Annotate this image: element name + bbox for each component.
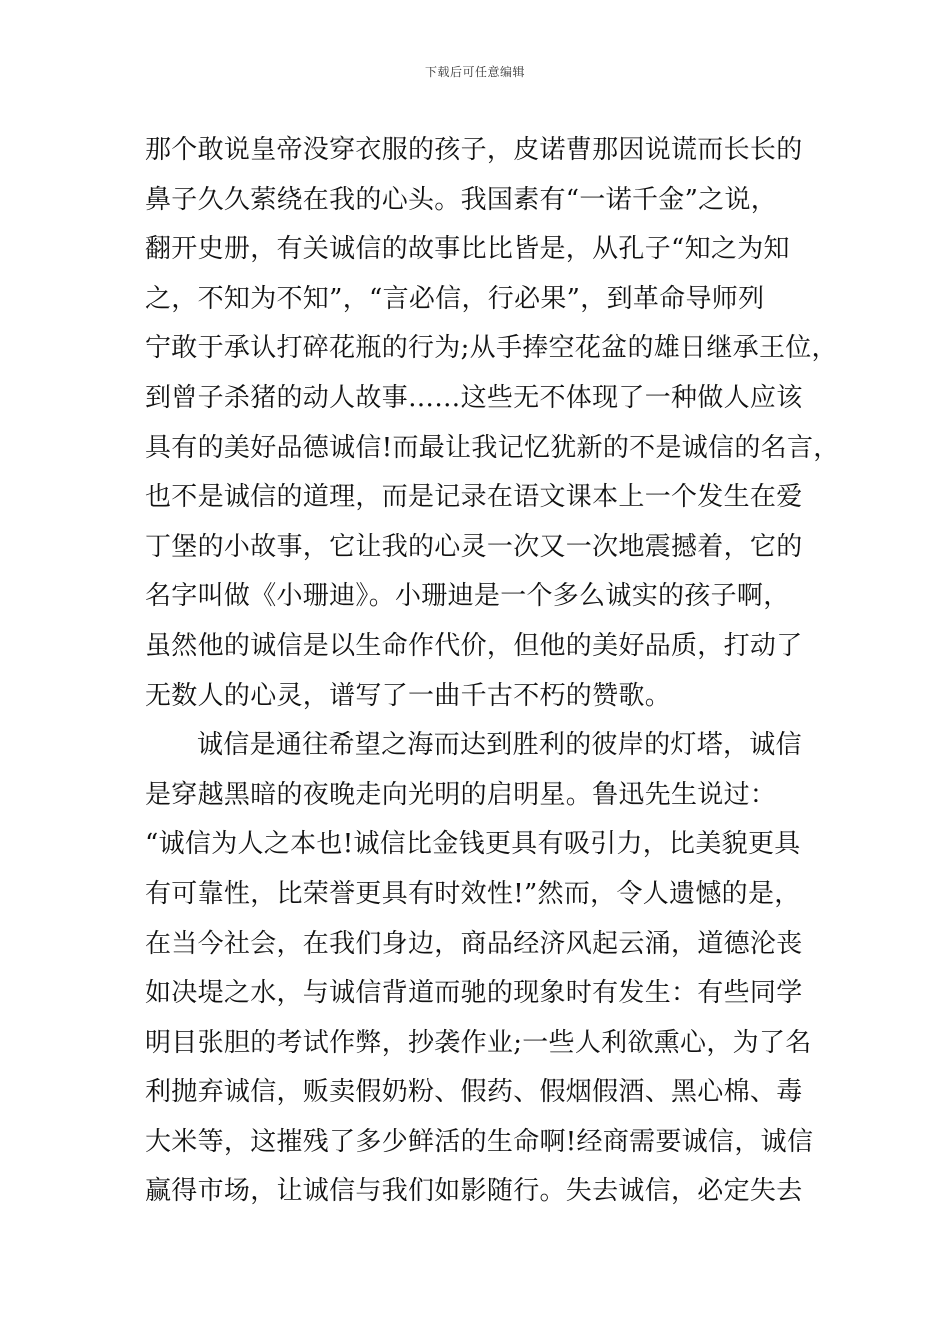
- page-header: 下载后可任意编辑: [424, 65, 525, 79]
- text-line: 是穿越黑暗的夜晚走向光明的启明星。鲁迅先生说过：: [145, 779, 777, 810]
- text-line: 具有的美好品德诚信!而最让我记忆犹新的不是诚信的名言，: [145, 432, 840, 463]
- text-line: 翻开史册，有关诚信的故事比比皆是，从孔子“知之为知: [145, 234, 790, 265]
- text-line: “诚信为人之本也!诚信比金钱更具有吸引力，比美貌更具: [145, 829, 801, 860]
- text-line: 有可靠性，比荣誉更具有时效性!”然而，令人遗憾的是，: [145, 878, 801, 909]
- text-line: 也不是诚信的道理，而是记录在语文课本上一个发生在爱: [145, 482, 803, 513]
- text-line: 利抛弃诚信，贩卖假奶粉、假药、假烟假酒、黑心棉、毒: [145, 1077, 803, 1108]
- text-line: 如决堤之水，与诚信背道而驰的现象时有发生：有些同学: [145, 978, 803, 1009]
- text-line: 赢得市场，让诚信与我们如影随行。失去诚信，必定失去: [145, 1176, 803, 1207]
- text-line: 到曾子杀猪的动人故事……这些无不体现了一种做人应该: [145, 382, 803, 413]
- text-line: 丁堡的小故事，它让我的心灵一次又一次地震撼着，它的: [145, 531, 803, 562]
- text-line: 宁敢于承认打碎花瓶的行为;从手捧空花盆的雄日继承王位，: [145, 333, 838, 364]
- essay-body: [145, 126, 840, 1217]
- text-line: 明目张胆的考试作弊，抄袭作业;一些人利欲熏心，为了名: [145, 1027, 812, 1058]
- text-line: 鼻子久久萦绕在我的心头。我国素有“一诺千金”之说，: [145, 184, 778, 215]
- text-line: 大米等，这摧残了多少鲜活的生命啊!经商需要诚信，诚信: [145, 1126, 814, 1157]
- text-line: 在当今社会，在我们身边，商品经济风起云涌，道德沦丧: [145, 928, 803, 959]
- text-line: 名字叫做《小珊迪》。小珊迪是一个多么诚实的孩子啊，: [145, 581, 790, 612]
- text-line: 那个敢说皇帝没穿衣服的孩子，皮诺曹那因说谎而长长的: [145, 135, 803, 165]
- paragraph-start-line: 诚信是通往希望之海而达到胜利的彼岸的灯塔，诚信: [197, 730, 802, 761]
- text-line: 虽然他的诚信是以生命作代价，但他的美好品质，打动了: [145, 630, 803, 661]
- text-line: 之，不知为不知”，“言必信，行必果”，到革命导师列: [145, 283, 765, 314]
- text-line: 无数人的心灵，谱写了一曲千古不朽的赞歌。: [145, 680, 672, 711]
